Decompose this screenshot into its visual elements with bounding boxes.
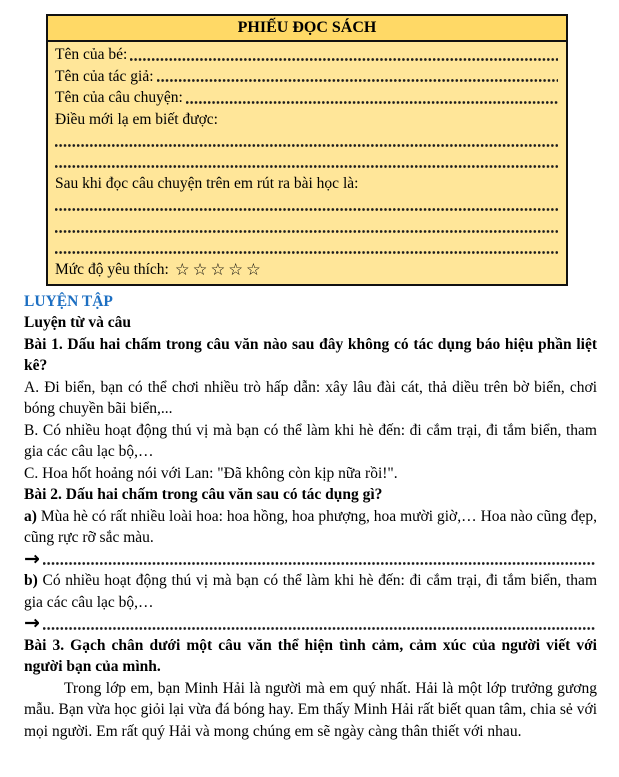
field-label: Tên của câu chuyện:: [55, 89, 183, 106]
field-row-rating: [55, 259, 559, 281]
blank-dotted-row: [55, 216, 559, 238]
reading-card: [46, 14, 568, 286]
exercise-2-item-a: [24, 506, 597, 549]
dotted-leader: [43, 625, 596, 632]
field-row-child-name: [55, 44, 559, 66]
answer-line: [24, 549, 597, 571]
exercise-1-option-a: A. Đi biển, bạn có thể chơi nhiều trò hấp dẫn: xây lâu đài cát, thả diều trên bờ biển, chơi bóng chuyền bãi biển,...: [24, 378, 597, 417]
item-text: Có nhiều hoạt động thú vị mà bạn có thể làm khi hè đến: đi cắm trại, đi tắm biển, tham gia các câu lạc bộ,…: [24, 572, 597, 611]
dotted-leader: [55, 228, 558, 235]
reading-card-title: PHIẾU ĐỌC SÁCH: [48, 16, 566, 42]
item-label: b): [24, 572, 38, 589]
dotted-leader: [55, 142, 558, 149]
exercise-2-item-b: [24, 570, 597, 613]
dotted-leader: [186, 99, 558, 106]
dotted-leader: [55, 249, 558, 256]
field-label: Tên của bé:: [55, 46, 128, 63]
field-row-story-name: [55, 87, 559, 109]
arrow-icon: →: [24, 612, 40, 634]
exercise-3-paragraph: Trong lớp em, bạn Minh Hải là người mà em quý nhất. Hải là một lớp trưởng gương mẫu. Bạn vừa học giỏi lại vừa đá bóng hay. Em thấy Minh Hải rất biết quan tâm, chia sẻ với mọi người. Em rất quý Hải và mong chúng em sẽ ngày càng thân thiết với nhau.: [24, 679, 597, 740]
exercise-2-title: Bài 2. Dấu hai chấm trong câu văn sau có tác dụng gì?: [24, 486, 383, 503]
section-title: LUYỆN TẬP: [24, 292, 113, 310]
exercise-1-option-c: C. Hoa hốt hoảng nói với Lan: "Đã không còn kịp nữa rồi!".: [24, 464, 398, 482]
field-label: Điều mới lạ em biết được:: [55, 110, 218, 128]
exercise-3-title: Bài 3. Gạch chân dưới một câu văn thể hiện tình cảm, cảm xúc của người viết với người bạn của mình.: [24, 636, 597, 675]
dotted-leader: [43, 560, 596, 567]
field-label: Sau khi đọc câu chuyện trên em rút ra bài học là:: [55, 175, 359, 192]
blank-dotted-row: [55, 130, 559, 152]
arrow-icon: →: [24, 547, 40, 570]
practice-section: [24, 291, 597, 743]
dotted-leader: [130, 56, 558, 63]
dotted-leader: [55, 206, 558, 213]
reading-card-body: [48, 42, 566, 284]
item-text: Mùa hè có rất nhiều loài hoa: hoa hồng, hoa phượng, hoa mười giờ,… Hoa nào cũng đẹp, cũng rực rỡ sắc màu.: [24, 507, 597, 546]
dotted-leader: [157, 77, 558, 84]
item-label: a): [24, 507, 37, 525]
field-label: Mức độ yêu thích:: [55, 261, 169, 278]
dotted-leader: [55, 163, 558, 170]
blank-dotted-row: [55, 195, 559, 217]
subsection-title: Luyện từ và câu: [24, 314, 132, 331]
field-row-author-name: [55, 66, 559, 88]
exercise-1-title: Bài 1. Dấu hai chấm trong câu văn nào sau đây không có tác dụng báo hiệu phần liệt kê?: [24, 335, 597, 374]
exercise-1-option-b: B. Có nhiều hoạt động thú vị mà bạn có thể làm khi hè đến: đi cắm trại, đi tắm biển, tham gia các câu lạc bộ,…: [24, 421, 597, 460]
field-row-lesson-learned: [55, 173, 559, 195]
blank-dotted-row: [55, 152, 559, 174]
star-rating: ☆☆☆☆☆: [174, 260, 264, 279]
field-label: Tên của tác giả:: [55, 67, 154, 85]
blank-dotted-row: [55, 238, 559, 260]
field-row-new-things: [55, 109, 559, 131]
answer-line: [24, 613, 597, 635]
